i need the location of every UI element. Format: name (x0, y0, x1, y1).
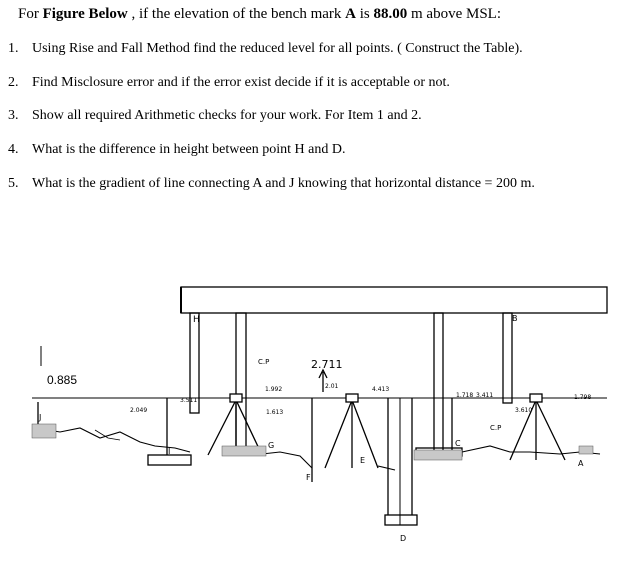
question-number: 5. (8, 176, 19, 191)
question-number: 4. (8, 142, 19, 157)
label-g: G (268, 441, 275, 450)
reading-b-right: 3.610 (515, 407, 533, 414)
question-number: 1. (8, 41, 19, 56)
reading-c-left: 1.718 (456, 392, 474, 399)
reading-e: 4.413 (372, 386, 390, 393)
reading-a-right: 1.798 (574, 394, 592, 401)
reading-f-top: 2.711 (311, 358, 343, 371)
question-number: 2. (8, 75, 19, 90)
question-text: What is the gradient of line connecting A and J knowing that horizontal distance = 200 m. (32, 176, 535, 191)
question-text: What is the difference in height between point H and D. (32, 142, 346, 157)
question-number: 3. (8, 108, 19, 123)
label-c: C (455, 439, 461, 448)
label-j: J (39, 413, 42, 422)
benchmark-elevation: 88.00 (373, 6, 408, 22)
ground-hatch-g (222, 446, 266, 456)
question-text: Find Misclosure error and if the error exist decide if it is acceptable or not. (32, 75, 450, 90)
reading-g-bottom: 1.613 (266, 409, 284, 416)
ground-hatch-a (579, 446, 593, 454)
label-cp-right: C.P (490, 424, 502, 432)
label-h: H (193, 315, 200, 325)
label-b: B (512, 314, 518, 323)
question-text: Using Rise and Fall Method find the reduced level for all points. ( Construct the Table). (32, 41, 523, 56)
label-i: I (168, 447, 171, 456)
benchmark-label: A (345, 6, 356, 22)
figure-ref: Figure Below (42, 6, 128, 22)
intro-suffix: m above MSL: (407, 6, 502, 22)
column-c (434, 313, 443, 453)
reading-c-right: 3.411 (476, 392, 494, 399)
question-text: Show all required Arithmetic checks for your work. For Item 1 and 2. (32, 108, 422, 123)
intro-is: is (356, 6, 374, 22)
reading-a: 2.049 (130, 407, 148, 414)
column-b (503, 313, 512, 403)
ground-hatch-c (414, 450, 462, 460)
overhead-beam (181, 287, 607, 313)
label-d: D (400, 534, 407, 543)
label-a: A (578, 459, 584, 468)
reading-g-top: 1.992 (265, 386, 283, 393)
label-cp-left: C.P (258, 358, 270, 366)
label-f: F (306, 473, 311, 482)
ground-hatch-j (32, 424, 56, 438)
intro-prefix: For (18, 6, 43, 22)
label-e: E (360, 456, 366, 465)
intro-mid: , if the elevation of the bench mark (127, 6, 346, 22)
reading-h: 3.511 (180, 397, 198, 404)
reading-j: 0.885 (47, 373, 78, 387)
reading-f-small: 2.01 (325, 383, 339, 390)
column-g (236, 313, 246, 453)
